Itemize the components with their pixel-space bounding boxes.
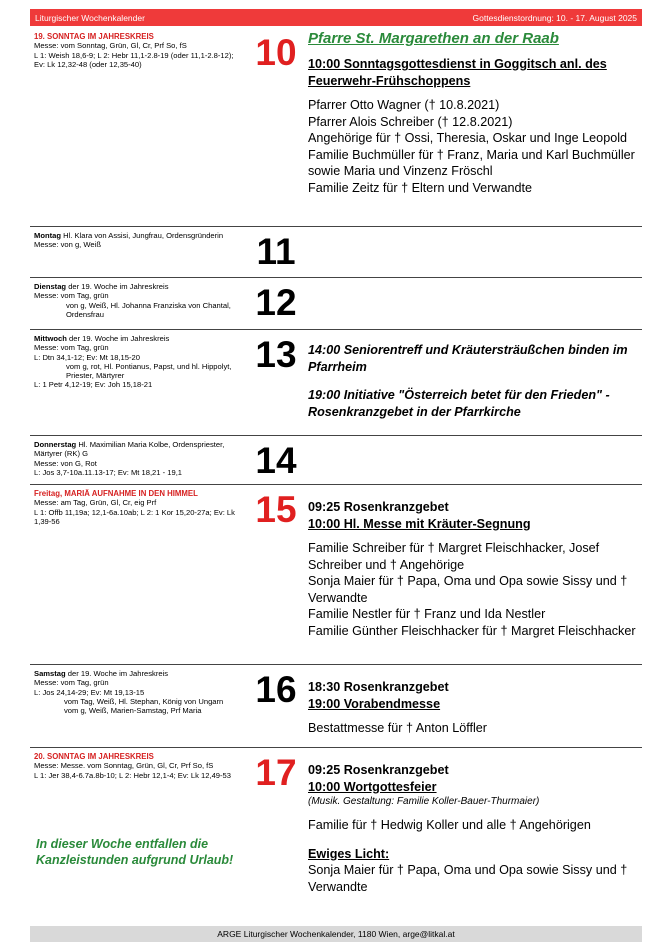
music-note: (Musik. Gestaltung: Familie Koller-Bauer-Thurmaier) bbox=[308, 796, 540, 807]
liturgy-info bbox=[34, 32, 239, 69]
day-number: 13 bbox=[255, 334, 297, 375]
header-bar bbox=[30, 9, 642, 26]
intention: Familie Günther Fleischhacker für † Margret Fleischhacker bbox=[308, 623, 636, 638]
day-number: 11 bbox=[256, 231, 296, 272]
intention: Pfarrer Otto Wagner († 10.8.2021) bbox=[308, 98, 500, 112]
ewiges-licht-title: Ewiges Licht: bbox=[308, 846, 390, 861]
liturgy-line: L 1: Weish 18,6-9; L 2: Hebr 11,1-2.8-19 (oder 11,1-2.8-12); Ev: Lk 12,32-48 (oder 12,35-40) bbox=[34, 50, 234, 69]
day-number: 14 bbox=[255, 440, 297, 481]
day-row-16 bbox=[30, 665, 642, 747]
day-title: 20. SONNTAG IM JAHRESKREIS bbox=[34, 752, 154, 761]
ewiges-licht-text: Sonja Maier für † Papa, Oma und Opa sowie Sissy und † Verwandte bbox=[308, 863, 628, 894]
liturgy-line: L 1: Jer 38,4-6.7a.8b-10; L 2: Hebr 12,1-4; Ev: Lk 12,49-53 bbox=[34, 770, 231, 780]
liturgy-line: Messe: von g, Weiß bbox=[34, 240, 101, 250]
liturgy-line: Messe: vom Sonntag, Grün, Gl, Cr, Prf So, fS bbox=[34, 41, 187, 51]
intention: Familie Buchmüller für † Franz, Maria und Karl Buchmüller sowie Maria und Vinzenz Fröschl bbox=[308, 147, 635, 178]
liturgy-line: L: Dtn 34,1-12; Ev: Mt 18,15-20 bbox=[34, 352, 140, 362]
day-number: 15 bbox=[255, 489, 297, 530]
liturgy-info bbox=[34, 334, 239, 390]
services bbox=[308, 762, 638, 895]
service-line: 18:30 Rosenkranzgebet bbox=[308, 680, 449, 694]
liturgy-line: L: Jos 24,14-29; Ev: Mt 19,13-15 bbox=[34, 687, 145, 697]
intention: Pfarrer Alois Schreiber († 12.8.2021) bbox=[308, 114, 513, 129]
liturgy-info bbox=[34, 282, 239, 319]
day-row-15 bbox=[30, 485, 642, 663]
liturgy-line: Messe: vom Tag, grün bbox=[34, 678, 109, 688]
intention: Familie Schreiber für † Margret Fleischhacker, Josef Schreiber und † Angehörige bbox=[308, 541, 600, 572]
day-number: 12 bbox=[255, 282, 297, 323]
service-line: 10:00 Sonntagsgottesdienst in Goggitsch anl. des Feuerwehr-Frühschoppens bbox=[308, 57, 607, 88]
day-number: 17 bbox=[255, 752, 297, 793]
day-number: 16 bbox=[255, 669, 297, 710]
services bbox=[308, 342, 638, 420]
services bbox=[308, 679, 638, 737]
day-title: Mittwoch bbox=[34, 334, 67, 343]
service-line: 10:00 Hl. Messe mit Kräuter-Segnung bbox=[308, 516, 531, 531]
service-line: 19:00 Vorabendmesse bbox=[308, 696, 441, 711]
parish-title: Pfarre St. Margarethen an der Raab bbox=[308, 30, 559, 47]
office-closed-note: In dieser Woche entfallen die Kanzleistunden aufgrund Urlaub! bbox=[36, 837, 234, 867]
liturgy-line: vom g, Weiß, Marien-Samstag, Prf Maria bbox=[64, 706, 202, 716]
day-row-14 bbox=[30, 436, 642, 484]
intention: Angehörige für † Ossi, Theresia, Oskar und Inge Leopold bbox=[308, 131, 628, 145]
header-right: Gottesdienstordnung: 10. - 17. August 2025 bbox=[472, 13, 637, 23]
liturgy-line: Messe: Messe. vom Sonntag, Grün, Gl, Cr, Prf So, fS bbox=[34, 761, 214, 771]
liturgy-line: vom Tag, Weiß, Hl. Stephan, König von Ungarn bbox=[64, 696, 224, 706]
service-line: 10:00 Wortgottesfeier bbox=[308, 779, 437, 794]
intention: Sonja Maier für † Papa, Oma und Opa sowie Sissy und † Verwandte bbox=[308, 574, 628, 605]
liturgy-line: Messe: von G, Rot bbox=[34, 458, 97, 468]
day-title-rest: der 19. Woche im Jahreskreis bbox=[65, 669, 169, 678]
liturgy-line: L: Jos 3,7-10a.11.13-17; Ev: Mt 18,21 - 19,1 bbox=[34, 467, 183, 477]
intention: Familie Zeitz für † Eltern und Verwandte bbox=[308, 180, 532, 195]
liturgy-info bbox=[34, 752, 239, 780]
day-number: 10 bbox=[255, 32, 297, 73]
liturgy-info bbox=[34, 440, 239, 477]
liturgy-info bbox=[34, 669, 239, 715]
liturgy-line: vom g, rot, Hl. Pontianus, Papst, und hl. Hippolyt, Priester, Märtyrer bbox=[66, 361, 232, 381]
day-row-13 bbox=[30, 330, 642, 435]
liturgy-info bbox=[34, 489, 239, 526]
footer-bar: ARGE Liturgischer Wochenkalender, 1180 Wien, arge@litkal.at bbox=[30, 926, 642, 942]
header-left: Liturgischer Wochenkalender bbox=[35, 13, 145, 23]
event-line: 19:00 Initiative "Österreich betet für den Frieden" - Rosenkranzgebet in der Pfarrkirche bbox=[308, 388, 610, 419]
liturgy-line: Messe: am Tag, Grün, Gl, Cr, eig Prf bbox=[34, 498, 157, 508]
day-title-rest: der 19. Woche im Jahreskreis bbox=[66, 282, 169, 291]
day-title: Donnerstag bbox=[34, 440, 77, 449]
day-row-11 bbox=[30, 227, 642, 277]
intention: Bestattmesse für † Anton Löffler bbox=[308, 721, 487, 735]
service-line: 09:25 Rosenkranzgebet bbox=[308, 500, 449, 514]
liturgy-line: Messe: vom Tag, grün bbox=[34, 291, 109, 301]
day-row-17 bbox=[30, 748, 642, 920]
intention: Familie Nestler für † Franz und Ida Nestler bbox=[308, 607, 546, 621]
liturgy-line: von g, Weiß, Hl. Johanna Franziska von Chantal, Ordensfrau bbox=[66, 300, 231, 319]
services bbox=[308, 499, 638, 639]
day-title: 19. SONNTAG IM JAHRESKREIS bbox=[34, 32, 154, 41]
services bbox=[308, 30, 638, 196]
liturgy-info bbox=[34, 231, 239, 250]
day-title-rest: der 19. Woche im Jahreskreis bbox=[66, 334, 170, 343]
day-row-12 bbox=[30, 278, 642, 328]
day-title-rest: Hl. Klara von Assisi, Jungfrau, Ordensgründerin bbox=[61, 231, 224, 240]
day-row-10 bbox=[30, 28, 642, 224]
liturgy-line: L 1: Offb 11,19a; 12,1-6a.10ab; L 2: 1 Kor 15,20-27a; Ev: Lk 1,39-56 bbox=[34, 507, 235, 526]
day-title-rest: Hl. Maximilian Maria Kolbe, Ordenspriester, Märtyrer (RK) G bbox=[34, 440, 225, 459]
liturgy-line: Messe: vom Tag, grün bbox=[34, 343, 109, 353]
day-title: Freitag, MARIÄ AUFNAHME IN DEN HIMMEL bbox=[34, 489, 198, 498]
service-line: 09:25 Rosenkranzgebet bbox=[308, 763, 449, 777]
liturgy-line: L: 1 Petr 4,12-19; Ev: Joh 15,18-21 bbox=[34, 380, 153, 390]
day-title: Dienstag bbox=[34, 282, 67, 291]
day-title: Samstag bbox=[34, 669, 66, 678]
event-line: 14:00 Seniorentreff und Kräutersträußchen binden im Pfarrheim bbox=[308, 343, 628, 374]
day-title: Montag bbox=[34, 231, 61, 240]
intention: Familie für † Hedwig Koller und alle † Angehörigen bbox=[308, 818, 591, 832]
